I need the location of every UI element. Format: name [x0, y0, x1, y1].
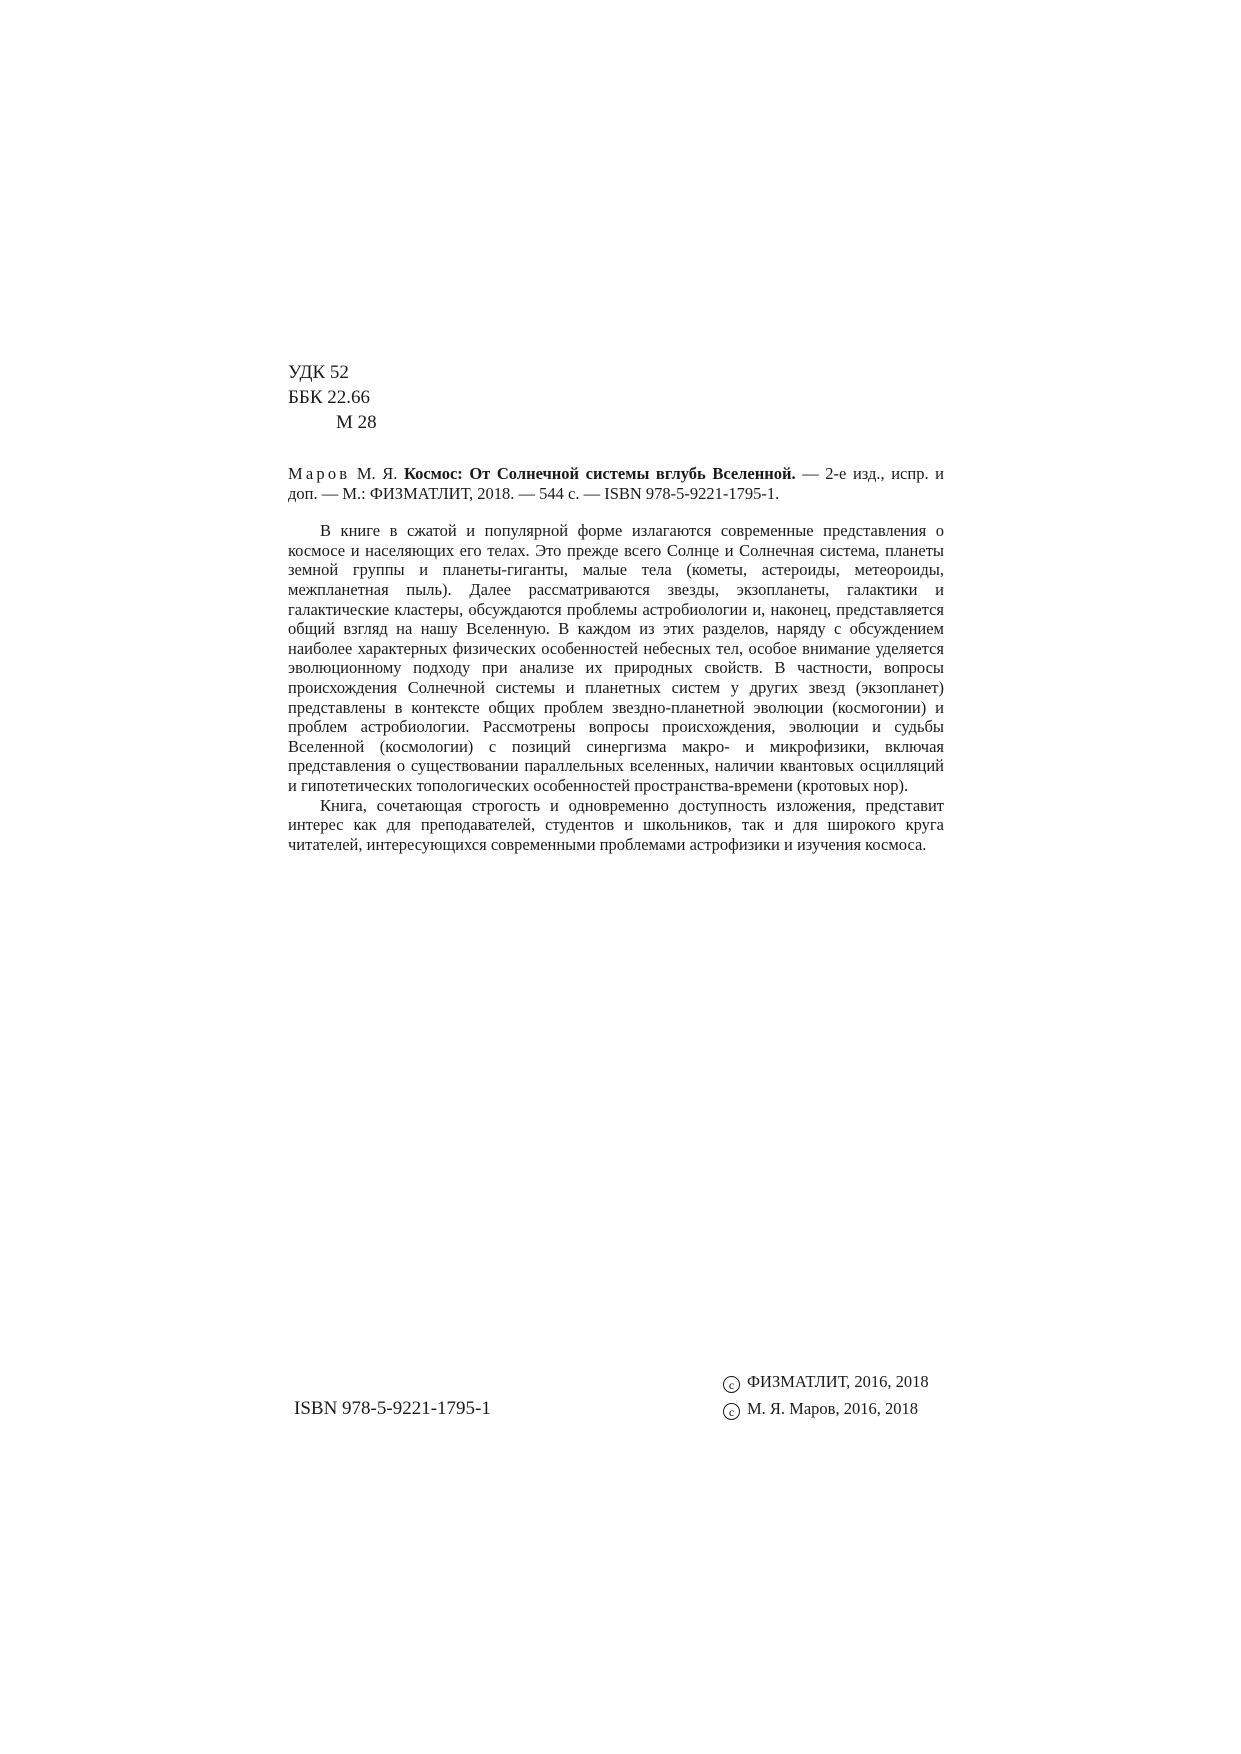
copyright-author-text: М. Я. Маров, 2016, 2018: [747, 1399, 918, 1418]
annotation-paragraph: Книга, сочетающая строгость и одновременно доступность изложения, представит интерес как для преподавателей, студентов и школьников, так и для широкого круга читателей, интересующихся современными проблемами астрофизики и изучения космоса.: [288, 795, 944, 854]
annotation-paragraph: В книге в сжатой и популярной форме излагаются современные представления о космосе и населяющих его телах. Это прежде всего Солнце и Солнечная система, планеты земной группы и планеты-гиганты, малые тела (кометы, астероиды, метеороиды, межпланетная пыль). Далее рассматриваются звезды, экзопланеты, галактики и галактические кластеры, обсуждаются проблемы астробиологии и, наконец, представляется общий взгляд на нашу Вселенную. В каждом из этих разделов, наряду с обсуждением наиболее характерных физических особенностей небесных тел, особое внимание уделяется эволюционному подходу при анализе их природных свойств. В частности, вопросы происхождения Солнечной системы и планетных систем у других звезд (экзопланет) представлены в контексте общих проблем звездно-планетной эволюции (космогонии) и проблем астробиологии. Рассмотрены вопросы происхождения, эволюции и судьбы Вселенной (космологии) с позиций синергизма макро- и микрофизики, включая представления о существовании параллельных вселенных, наличии квантовых осцилляций и гипотетических топологических особенностей пространства-времени (кротовых нор).: [288, 521, 944, 795]
copyright-icon: c: [723, 1403, 740, 1420]
copyright-icon: c: [723, 1376, 740, 1393]
copyright-block: [723, 1368, 929, 1422]
author-mark: М 28: [336, 412, 377, 433]
bibliographic-record: [288, 464, 944, 503]
udk-code: УДК 52: [288, 362, 349, 383]
edition-details: — 2-е изд., испр. и доп. — М.: ФИЗМАТЛИТ, 2018. — 544 с. — ISBN 978-5-9221-1795-1.: [288, 464, 944, 503]
author-initials: М. Я.: [356, 464, 398, 483]
author-surname: Маров: [288, 464, 351, 483]
isbn-number: ISBN 978-5-9221-1795-1: [294, 1398, 491, 1419]
book-title: Космос: От Солнечной системы вглубь Вселенной.: [403, 464, 796, 483]
bbk-code: ББК 22.66: [288, 387, 370, 408]
copyright-publisher: [723, 1368, 929, 1395]
copyright-publisher-text: ФИЗМАТЛИТ, 2016, 2018: [747, 1372, 929, 1391]
copyright-author: [723, 1395, 929, 1422]
annotation: [288, 521, 944, 854]
main-content: [288, 464, 944, 854]
classification-block: [288, 360, 377, 435]
